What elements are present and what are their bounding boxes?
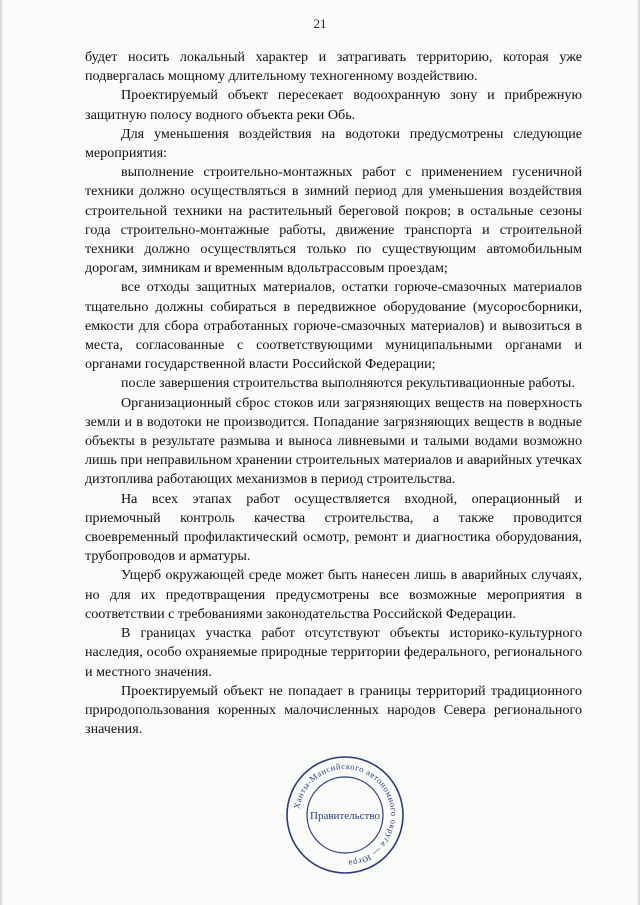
paragraph-heritage-objects: В границах участка работ отсутствуют объекты историко-культурного наследия, особо охраняемые природные территории федерального, регионального и местного значения. [85,625,582,680]
paragraph-environmental-damage: Ущерб окружающей среде может быть нанесен лишь в аварийных случаях, но для их предотвращения предусмотрены все возможные мероприятия в соответствии с требованиями законодательства Российской Федерации. [85,567,582,622]
paragraph-traditional-land-use: Проектируемый объект не попадает в границы территорий традиционного природопользования коренных малочисленных народов Севера регионального значения. [85,682,582,738]
page-number: 21 [313,16,327,31]
paragraph-measure-winter-works: выполнение строительно-монтажных работ с применением гусеничной техники должно осуществляться в зимний период для уменьшения воздействия строительной техники на растительный береговой покров; в остальные сезоны года строительно-монтажные работы, движение транспорта и строительной техники должно осуществляться только по существующим автомобильным дорогам, зимникам и временным вдольтрассовым проездам; [85,164,582,277]
seal-ring-text: Ханты-Мансийского автономного округа — Югра [291,760,400,869]
seal-center-text: Правительство [310,810,380,822]
document-body [85,48,582,739]
paragraph-quality-control: На всех этапах работ осуществляется входной, операционный и приемочный контроль качества строительства, а также проводится своевременный профилактический осмотр, ремонт и диагностика оборудования, трубопроводов и арматуры. [85,490,582,565]
paragraph-continuation: будет носить локальный характер и затрагивать территорию, которая уже подвергалась мощному длительному техногенному воздействию. [85,49,582,85]
paragraph-water-protection-zone: Проектируемый объект пересекает водоохранную зону и прибрежную защитную полосу водного объекта реки Обь. [85,87,582,123]
paragraph-measure-waste-collection: все отходы защитных материалов, остатки горюче-смазочных материалов тщательно должны собираться в передвижное оборудование (мусоросборники, емкости для сбора отработанных горюче-смазочных материалов) и вывозиться в места, согласованные с соответствующими муниципальными органами и органами государственной власти Российской Федерации; [85,279,582,373]
scan-edge-left [0,0,3,905]
seal-graphic [282,752,408,878]
government-seal-stamp [282,752,408,878]
paragraph-measures-intro: Для уменьшения воздействия на водотоки предусмотрены следующие мероприятия: [85,125,582,162]
paragraph-measure-recultivation: после завершения строительства выполняются рекультивационные работы. [121,375,575,392]
paragraph-no-discharge: Организационный сброс стоков или загрязняющих веществ на поверхность земли и в водотоки не производится. Попадание загрязняющих веществ в водные объекты в результате размыва и выноса ливневыми и талыми водами возможно лишь при неправильном хранении строительных материалов и аварийных утечках дизтоплива работающих механизмов в период строительства. [85,394,582,488]
